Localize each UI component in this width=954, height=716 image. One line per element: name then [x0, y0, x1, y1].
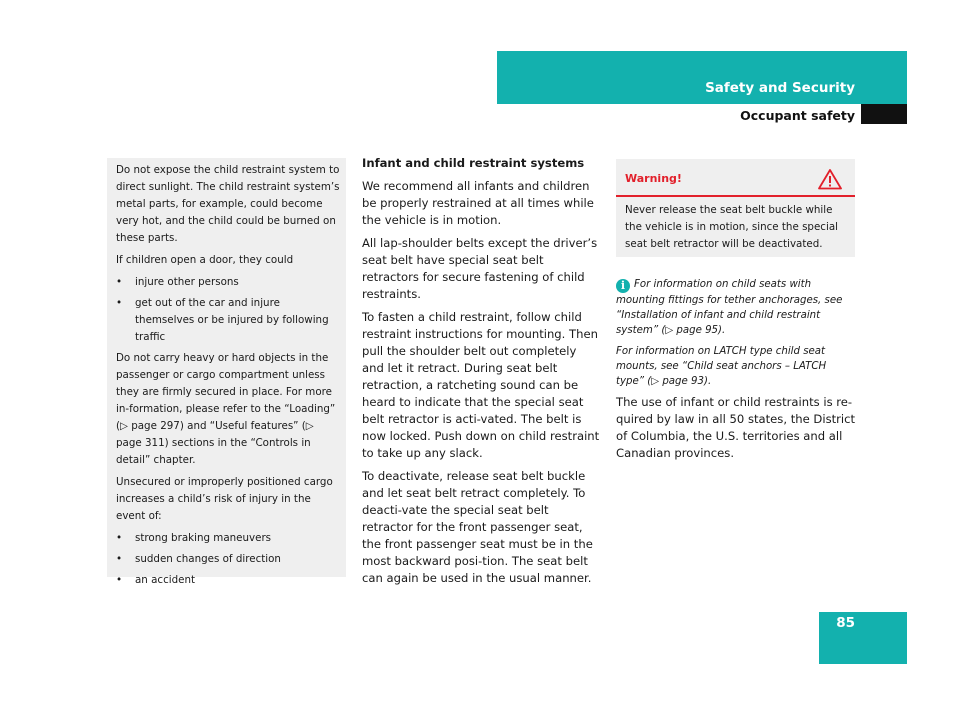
warning-label: Warning! — [625, 172, 682, 185]
header-band — [497, 51, 907, 104]
bullet-icon: • — [116, 276, 123, 288]
caution-paragraph: If children open a door, they could — [116, 254, 294, 266]
body-paragraph: To deactivate, release seat belt buckle and let seat belt retract completely. To deacti-vate the special seat belt retractor for the front passenger seat, the front passenger seat must be in the most backward posi-tion. The seat belt can again be used in the usual manner. — [362, 469, 593, 585]
main-text-column — [362, 155, 600, 593]
list-item: • get out of the car and injure themselves or be injured by following traffic — [116, 297, 329, 343]
section-title: Safety and Security — [705, 80, 855, 96]
body-paragraph: All lap-shoulder belts except the driver’s seat belt have special seat belt retractors for secure fastening of child restraints. — [362, 236, 598, 301]
subsection-title: Occupant safety — [740, 108, 855, 123]
list-item: • sudden changes of direction — [116, 551, 340, 568]
caution-paragraph: Do not expose the child restraint system to direct sunlight. The child restraint system’s metal parts, for example, could become very hot, and the child could be burned on these parts. — [116, 164, 340, 244]
caution-paragraph: Do not carry heavy or hard objects in the passenger or cargo compartment unless they are firmly secured in place. For more in-formation, please refer to the “Loading” (▷ page 297) and “Useful features” (▷ page 311) sections in the “Controls in detail” chapter. — [116, 352, 336, 466]
chapter-tab-marker — [861, 104, 907, 124]
body-paragraph: The use of infant or child restraints is re-quired by law in all 50 states, the District of Columbia, the U.S. territories and all Canadian provinces. — [616, 395, 856, 460]
right-text-column — [616, 394, 856, 462]
info-note — [616, 277, 856, 395]
info-icon: i — [616, 279, 630, 293]
bullet-icon: • — [116, 553, 123, 565]
warning-box — [616, 159, 855, 257]
warning-text: Never release the seat belt buckle while the vehicle is in motion, since the special seat belt retractor will be deactivated. — [625, 204, 838, 250]
list-item: • strong braking maneuvers — [116, 530, 340, 547]
page-number: 85 — [836, 615, 855, 631]
body-paragraph: To fasten a child restraint, follow child restraint instructions for mounting. Then pull the shoulder belt out completely and let it retract. During seat belt retraction, a ratcheting sound can be heard to indicate that the special seat belt retractor is acti-vated. The belt is now locked. Push down on child restraint to take up any slack. — [362, 310, 600, 460]
body-paragraph: We recommend all infants and children be properly restrained at all times while the vehicle is in motion. — [362, 179, 594, 227]
caution-paragraph: Unsecured or improperly positioned cargo increases a child’s risk of injury in the event of: — [116, 476, 333, 522]
section-heading: Infant and child restraint systems — [362, 156, 585, 170]
bullet-icon: • — [116, 532, 123, 544]
list-item: • an accident — [116, 572, 340, 589]
info-paragraph: For information on LATCH type child seat mounts, see “Child seat anchors – LATCH type” (▷ page 93). — [616, 346, 827, 387]
info-paragraph: i For information on child seats with mounting fittings for tether anchorages, see “Installation of infant and child restraint system” (▷ page 95). — [616, 279, 843, 336]
bullet-icon: • — [116, 297, 123, 309]
list-item: • injure other persons — [116, 274, 340, 291]
page-number-box — [819, 612, 907, 664]
warning-triangle-icon — [818, 168, 842, 190]
subsection-row — [497, 104, 907, 124]
warning-header — [616, 159, 855, 197]
caution-box — [107, 158, 346, 586]
bullet-icon: • — [116, 574, 123, 586]
